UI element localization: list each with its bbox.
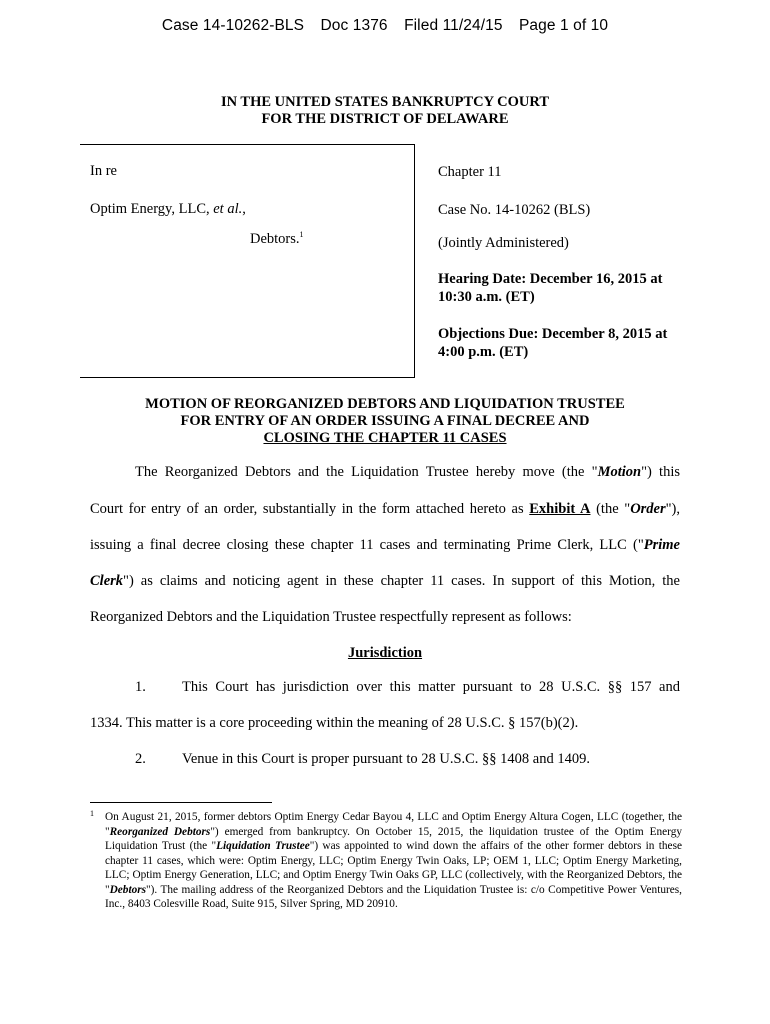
case-number: Case 14-10262-BLS — [161, 17, 305, 34]
court-line-2: FOR THE DISTRICT OF DELAWARE — [261, 111, 509, 127]
paragraph-2-line-1: Venue in this Court is proper pursuant to 28 U.S.C. §§ 1408 and 1409. — [182, 751, 590, 767]
caption-debtor-name: Optim Energy, LLC, et al., — [90, 201, 246, 217]
caption-case-no: Case No. 14-10262 (BLS) — [438, 202, 591, 218]
exhibit-a-ref: Exhibit A — [529, 501, 591, 517]
intro-line-2: Court for entry of an order, substantially in the form attached hereto as Exhibit A (the "Order"), — [90, 501, 681, 517]
paragraph-number-1: 1. — [135, 679, 146, 695]
section-heading-jurisdiction: Jurisdiction — [347, 645, 423, 661]
caption-objections-due: Objections Due: December 8, 2015 at 4:00 p.m. (ET) — [438, 326, 668, 360]
filed-date: Filed 11/24/15 — [404, 17, 503, 34]
page-indicator: Page 1 of 10 — [518, 17, 609, 34]
paragraph-1-line-1: This Court has jurisdiction over this matter pursuant to 28 U.S.C. §§ 157 and — [182, 679, 680, 695]
caption-in-re: In re — [90, 163, 117, 179]
court-heading — [0, 94, 770, 128]
intro-line-3: issuing a final decree closing these chapter 11 cases and terminating Prime Clerk, LLC ("Prime — [90, 537, 680, 553]
docket-header — [0, 17, 770, 35]
footnote-1 — [90, 810, 682, 912]
intro-line-1: The Reorganized Debtors and the Liquidation Trustee hereby move (the "Motion") this — [135, 464, 680, 480]
footnote-rule — [90, 802, 272, 803]
footnote-text: On August 21, 2015, former debtors Optim Energy Cedar Bayou 4, LLC and Optim Energy Altura Cogen, LLC (together, the "Reorganized Debtors") emerged from bankruptcy. On October 15, 2015, the liquidation trustee of the Optim Energy Liquidation Trust (the "Liquidation Trustee") was appointed to wind down the affairs of the other former debtors in these chapter 11 cases, which were: Optim Energy, LLC; Optim Energy Twin Oaks, LP; OEM 1, LLC; Optim Energy Marketing, LLC; Optim Energy Generation, LLC; and Optim Energy Twin Oaks GP, LLC (collectively, with the Reorganized Debtors, the "Debtors"). The mailing address of the Reorganized Debtors and the Liquidation Trustee is: c/o Competitive Power Ventures, Inc., 8403 Colesville Road, Suite 915, Silver Spring, MD 20910. — [105, 811, 682, 910]
caption-box — [80, 144, 415, 378]
caption-chapter: Chapter 11 — [438, 164, 502, 180]
doc-number: Doc 1376 — [320, 17, 388, 34]
caption-jointly: (Jointly Administered) — [438, 235, 569, 251]
intro-line-4: Clerk") as claims and noticing agent in these chapter 11 cases. In support of this Motion, the — [90, 573, 680, 589]
paragraph-number-2: 2. — [135, 751, 146, 767]
footnote-mark: 1 — [90, 809, 94, 818]
intro-line-5: Reorganized Debtors and the Liquidation Trustee respectfully represent as follows: — [90, 609, 572, 625]
footnote-ref: 1 — [299, 230, 304, 240]
court-line-1: IN THE UNITED STATES BANKRUPTCY COURT — [220, 94, 550, 110]
motion-title: MOTION OF REORGANIZED DEBTORS AND LIQUIDATION TRUSTEE FOR ENTRY OF AN ORDER ISSUING A FINAL DECREE AND CLOSING THE CHAPTER 11 CASES — [145, 396, 625, 446]
caption-hearing-date: Hearing Date: December 16, 2015 at 10:30 a.m. (ET) — [438, 271, 663, 305]
paragraph-1-line-2: 1334. This matter is a core proceeding within the meaning of 28 U.S.C. § 157(b)(2). — [90, 715, 579, 731]
caption-debtors-label: Debtors.$^1$ — [250, 230, 304, 247]
